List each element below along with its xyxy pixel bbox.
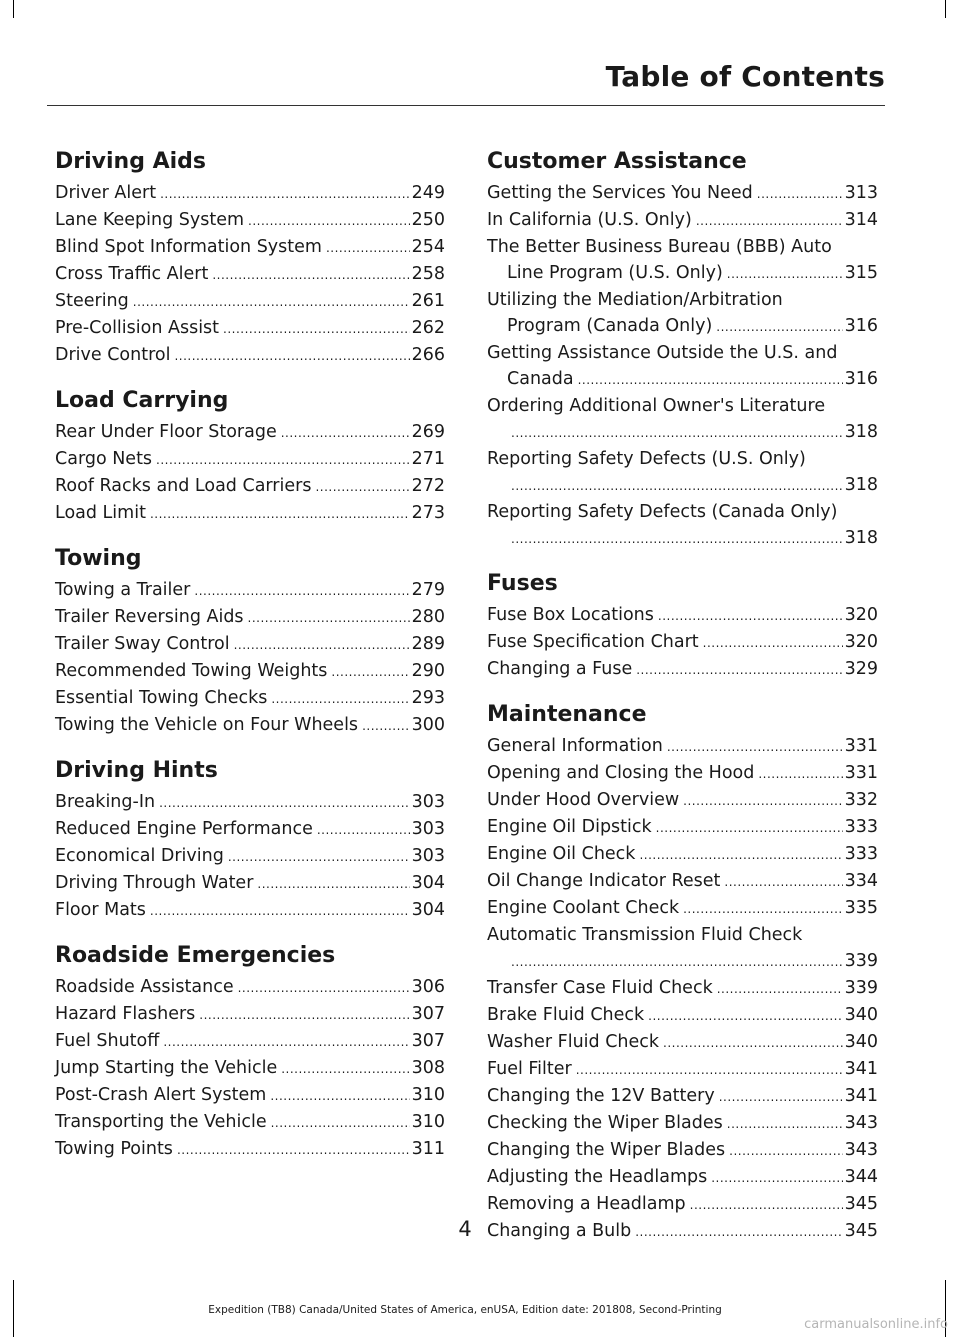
toc-entry[interactable]: [55, 897, 445, 924]
entry-title: Opening and Closing the Hood: [487, 763, 755, 783]
entry-title-line: Reporting Safety Defects (Canada Only): [487, 502, 838, 522]
entry-title: Cross Traffic Alert: [55, 264, 209, 284]
toc-entry[interactable]: [487, 814, 878, 841]
entry-page-number: 339: [844, 978, 878, 998]
entry-title: Adjusting the Headlamps: [487, 1167, 708, 1187]
dot-leader: [658, 603, 843, 629]
dot-leader: [257, 871, 409, 897]
dot-leader: [696, 208, 843, 234]
entry-page-number: 318: [844, 422, 878, 442]
entry-page-number: 333: [844, 817, 878, 837]
dot-leader: [729, 1138, 842, 1164]
entry-page-number: 341: [844, 1059, 878, 1079]
entry-page-number: 340: [844, 1032, 878, 1052]
entry-title: Changing a Bulb: [487, 1221, 632, 1241]
entry-page-number: 303: [411, 846, 445, 866]
toc-entry[interactable]: [487, 656, 878, 683]
entry-page-number: 339: [844, 951, 878, 971]
crop-mark-top-right: [945, 0, 946, 18]
entry-title: Under Hood Overview: [487, 790, 680, 810]
entry-title: Engine Oil Dipstick: [487, 817, 652, 837]
toc-entry[interactable]: [487, 787, 878, 814]
toc-entry[interactable]: [487, 207, 878, 234]
entry-page-number: 300: [411, 715, 445, 735]
dot-leader: [317, 817, 410, 843]
dot-leader: [271, 686, 409, 712]
entry-page-number: 271: [411, 449, 445, 469]
entry-title: Driver Alert: [55, 183, 157, 203]
entry-title: Transfer Case Fluid Check: [487, 978, 713, 998]
entry-title-line: Reporting Safety Defects (U.S. Only): [487, 449, 806, 469]
dot-leader: [326, 235, 410, 261]
entry-title: Trailer Reversing Aids: [55, 607, 244, 627]
dot-leader: [511, 420, 843, 446]
entry-title: Breaking-In: [55, 792, 156, 812]
entry-title: Roof Racks and Load Carriers: [55, 476, 312, 496]
dot-leader: [199, 1002, 409, 1028]
entry-title: Reduced Engine Performance: [55, 819, 313, 839]
entry-title-line: Ordering Additional Owner's Literature: [487, 396, 826, 416]
entry-page-number: 331: [844, 763, 878, 783]
dot-leader: [639, 842, 842, 868]
toc-entry[interactable]: [487, 1191, 878, 1218]
entry-title: Trailer Sway Control: [55, 634, 230, 654]
dot-leader: [758, 761, 842, 787]
entry-page-number: 307: [411, 1004, 445, 1024]
toc-entry[interactable]: [487, 760, 878, 787]
toc-section-roadside-emergencies: [55, 938, 445, 1163]
entry-page-number: 272: [411, 476, 445, 496]
entry-page-number: 344: [844, 1167, 878, 1187]
entry-page-number: 269: [411, 422, 445, 442]
dot-leader: [690, 1192, 843, 1218]
section-heading: Driving Hints: [55, 758, 218, 783]
section-heading: Fuses: [487, 571, 558, 596]
entry-title: In California (U.S. Only): [487, 210, 692, 230]
entry-page-number: 303: [411, 792, 445, 812]
toc-entry[interactable]: [487, 1137, 878, 1164]
crop-mark-top-left: [13, 0, 14, 18]
entry-title: Fuse Specification Chart: [487, 632, 699, 652]
toc-entry[interactable]: [487, 234, 878, 287]
toc-section-load-carrying: [55, 383, 445, 527]
dot-leader: [150, 898, 410, 924]
dot-leader: [248, 605, 410, 631]
toc-section-fuses: [487, 566, 878, 683]
entry-page-number: 333: [844, 844, 878, 864]
toc-entry[interactable]: [55, 1109, 445, 1136]
toc-entry[interactable]: [487, 1083, 878, 1110]
entry-page-number: 304: [411, 900, 445, 920]
dot-leader: [223, 316, 410, 342]
entry-title: Engine Coolant Check: [487, 898, 680, 918]
entry-title: Transporting the Vehicle: [55, 1112, 267, 1132]
toc-entry[interactable]: [487, 180, 878, 207]
toc-entry[interactable]: [487, 1110, 878, 1137]
dot-leader: [703, 630, 843, 656]
toc-section-towing: [55, 541, 445, 739]
entry-page-number: 273: [411, 503, 445, 523]
dot-leader: [160, 181, 410, 207]
entry-title: Changing the 12V Battery: [487, 1086, 715, 1106]
entry-page-number: 304: [411, 873, 445, 893]
header-divider: [47, 105, 885, 106]
entry-title: Fuel Filter: [487, 1059, 572, 1079]
dot-leader: [656, 815, 843, 841]
entry-title: Rear Under Floor Storage: [55, 422, 277, 442]
entry-title: Jump Starting the Vehicle: [55, 1058, 278, 1078]
toc-entry[interactable]: [487, 287, 878, 340]
entry-page-number: 266: [411, 345, 445, 365]
toc-section-maintenance: [487, 697, 878, 1245]
toc-entry[interactable]: [487, 868, 878, 895]
entry-title: Canada: [507, 369, 574, 389]
entry-title: General Information: [487, 736, 663, 756]
entry-page-number: 318: [844, 475, 878, 495]
dot-leader: [727, 1111, 843, 1137]
entry-title: Towing a Trailer: [55, 580, 191, 600]
toc-entry[interactable]: [55, 342, 445, 369]
entry-page-number: 316: [844, 316, 878, 336]
entry-title: Steering: [55, 291, 129, 311]
entry-page-number: 249: [411, 183, 445, 203]
toc-entry[interactable]: [55, 180, 445, 207]
toc-entry[interactable]: [487, 1002, 878, 1029]
entry-page-number: 279: [411, 580, 445, 600]
page-title: Table of Contents: [605, 60, 885, 93]
toc-entry[interactable]: [487, 895, 878, 922]
page-number: 4: [458, 1217, 472, 1241]
entry-title: Essential Towing Checks: [55, 688, 268, 708]
entry-title: Engine Oil Check: [487, 844, 636, 864]
toc-entry[interactable]: [55, 1055, 445, 1082]
toc-entry[interactable]: [487, 975, 878, 1002]
dot-leader: [234, 632, 410, 658]
dot-leader: [578, 367, 843, 393]
dot-leader: [177, 1137, 410, 1163]
entry-page-number: 307: [411, 1031, 445, 1051]
dot-leader: [150, 501, 410, 527]
toc-entry[interactable]: [55, 500, 445, 527]
toc-entry[interactable]: [55, 261, 445, 288]
dot-leader: [163, 1029, 409, 1055]
toc-entry[interactable]: [55, 446, 445, 473]
dot-leader: [576, 1057, 843, 1083]
entry-title: Fuel Shutoff: [55, 1031, 160, 1051]
dot-leader: [663, 1030, 843, 1056]
entry-page-number: 254: [411, 237, 445, 257]
toc-entry[interactable]: [487, 1029, 878, 1056]
entry-title: Removing a Headlamp: [487, 1194, 686, 1214]
toc-entry[interactable]: [55, 1082, 445, 1109]
dot-leader: [711, 1165, 842, 1191]
entry-page-number: 303: [411, 819, 445, 839]
entry-page-number: 335: [844, 898, 878, 918]
dot-leader: [281, 1056, 409, 1082]
dot-leader: [716, 314, 842, 340]
dot-leader: [174, 343, 409, 369]
entry-page-number: 262: [411, 318, 445, 338]
dot-leader: [271, 1110, 410, 1136]
toc-entry[interactable]: [55, 577, 445, 604]
entry-title: Oil Change Indicator Reset: [487, 871, 721, 891]
dot-leader: [248, 208, 410, 234]
toc-entry[interactable]: [487, 446, 878, 499]
toc-entry[interactable]: [487, 841, 878, 868]
entry-title: Line Program (U.S. Only): [507, 263, 723, 283]
entry-page-number: 340: [844, 1005, 878, 1025]
toc-entry[interactable]: [55, 1136, 445, 1163]
entry-page-number: 318: [844, 528, 878, 548]
dot-leader: [281, 420, 410, 446]
entry-title: Washer Fluid Check: [487, 1032, 660, 1052]
entry-page-number: 261: [411, 291, 445, 311]
toc-entry[interactable]: [55, 870, 445, 897]
entry-page-number: 345: [844, 1221, 878, 1241]
dot-leader: [724, 869, 842, 895]
entry-title: Changing the Wiper Blades: [487, 1140, 726, 1160]
dot-leader: [156, 447, 410, 473]
entry-title-line: Getting Assistance Outside the U.S. and: [487, 343, 838, 363]
dot-leader: [683, 788, 842, 814]
entry-title: Recommended Towing Weights: [55, 661, 328, 681]
entry-title: Post-Crash Alert System: [55, 1085, 267, 1105]
section-heading: Customer Assistance: [487, 149, 747, 174]
dot-leader: [636, 657, 842, 683]
section-heading: Driving Aids: [55, 149, 207, 174]
section-heading: Maintenance: [487, 702, 647, 727]
entry-title: Hazard Flashers: [55, 1004, 196, 1024]
entry-page-number: 341: [844, 1086, 878, 1106]
dot-leader: [511, 949, 843, 975]
toc-entry[interactable]: [55, 288, 445, 315]
dot-leader: [511, 526, 843, 552]
toc-entry[interactable]: [55, 658, 445, 685]
dot-leader: [667, 734, 843, 760]
dot-leader: [315, 474, 409, 500]
entry-title: Towing Points: [55, 1139, 173, 1159]
entry-page-number: 334: [844, 871, 878, 891]
entry-title: Economical Driving: [55, 846, 224, 866]
entry-title: Driving Through Water: [55, 873, 254, 893]
entry-page-number: 258: [411, 264, 445, 284]
dot-leader: [238, 975, 410, 1001]
entry-page-number: 315: [844, 263, 878, 283]
toc-entry[interactable]: [55, 685, 445, 712]
entry-title-line: Automatic Transmission Fluid Check: [487, 925, 803, 945]
toc-entry[interactable]: [55, 631, 445, 658]
toc-entry[interactable]: [55, 604, 445, 631]
entry-title: Pre-Collision Assist: [55, 318, 220, 338]
toc-entry[interactable]: [55, 1001, 445, 1028]
entry-title: Towing the Vehicle on Four Wheels: [55, 715, 359, 735]
entry-page-number: 306: [411, 977, 445, 997]
toc-entry[interactable]: [55, 1028, 445, 1055]
dot-leader: [727, 261, 843, 287]
entry-page-number: 329: [844, 659, 878, 679]
footer-edition-info: Expedition (TB8) Canada/United States of America, enUSA, Edition date: 201808, Second-Printing: [208, 1304, 722, 1316]
entry-page-number: 310: [411, 1085, 445, 1105]
toc-entry[interactable]: [55, 419, 445, 446]
toc-entry[interactable]: [55, 974, 445, 1001]
section-heading: Load Carrying: [55, 388, 229, 413]
entry-title: Roadside Assistance: [55, 977, 234, 997]
entry-title: Changing a Fuse: [487, 659, 633, 679]
entry-page-number: 313: [844, 183, 878, 203]
toc-section-customer-assistance: [487, 144, 878, 552]
toc-entry[interactable]: [55, 816, 445, 843]
section-heading: Roadside Emergencies: [55, 943, 336, 968]
entry-title: Checking the Wiper Blades: [487, 1113, 723, 1133]
entry-title: Drive Control: [55, 345, 171, 365]
dot-leader: [159, 790, 410, 816]
toc-entry[interactable]: [487, 1056, 878, 1083]
dot-leader: [511, 473, 843, 499]
entry-title: Load Limit: [55, 503, 146, 523]
entry-page-number: 250: [411, 210, 445, 230]
entry-title: Cargo Nets: [55, 449, 153, 469]
dot-leader: [331, 659, 409, 685]
entry-title-line: The Better Business Bureau (BBB) Auto: [487, 237, 832, 257]
entry-title: Fuse Box Locations: [487, 605, 654, 625]
entry-page-number: 345: [844, 1194, 878, 1214]
dot-leader: [133, 289, 410, 315]
toc-entry[interactable]: [55, 234, 445, 261]
entry-page-number: 343: [844, 1113, 878, 1133]
toc-entry[interactable]: [487, 629, 878, 656]
section-heading: Towing: [55, 546, 142, 571]
entry-page-number: 316: [844, 369, 878, 389]
entry-page-number: 332: [844, 790, 878, 810]
dot-leader: [683, 896, 842, 922]
entry-page-number: 290: [411, 661, 445, 681]
entry-title: Floor Mats: [55, 900, 146, 920]
entry-page-number: 289: [411, 634, 445, 654]
toc-entry[interactable]: [487, 393, 878, 446]
entry-page-number: 293: [411, 688, 445, 708]
toc-entry[interactable]: [487, 733, 878, 760]
toc-section-driving-aids: [55, 144, 445, 369]
dot-leader: [212, 262, 409, 288]
toc-entry[interactable]: [55, 207, 445, 234]
toc-entry[interactable]: [55, 789, 445, 816]
dot-leader: [228, 844, 410, 870]
toc-entry[interactable]: [487, 602, 878, 629]
toc-entry[interactable]: [55, 473, 445, 500]
entry-title: Lane Keeping System: [55, 210, 245, 230]
toc-entry[interactable]: [487, 1164, 878, 1191]
entry-page-number: 343: [844, 1140, 878, 1160]
dot-leader: [270, 1083, 409, 1109]
entry-page-number: 331: [844, 736, 878, 756]
entry-title-line: Utilizing the Mediation/Arbitration: [487, 290, 783, 310]
dot-leader: [362, 713, 410, 739]
entry-page-number: 314: [844, 210, 878, 230]
toc-left-column: [55, 144, 445, 1177]
toc-entry[interactable]: [487, 922, 878, 975]
entry-page-number: 308: [411, 1058, 445, 1078]
entry-page-number: 320: [844, 632, 878, 652]
toc-section-driving-hints: [55, 753, 445, 924]
entry-page-number: 280: [411, 607, 445, 627]
entry-title: Blind Spot Information System: [55, 237, 322, 257]
entry-page-number: 310: [411, 1112, 445, 1132]
watermark: carmanualsonline.info: [804, 1317, 948, 1332]
dot-leader: [648, 1003, 842, 1029]
toc-entry[interactable]: [55, 712, 445, 739]
entry-title: Program (Canada Only): [507, 316, 713, 336]
toc-entry[interactable]: [55, 315, 445, 342]
dot-leader: [757, 181, 843, 207]
dot-leader: [194, 578, 409, 604]
entry-page-number: 320: [844, 605, 878, 625]
dot-leader: [717, 976, 843, 1002]
toc-entry[interactable]: [487, 499, 878, 552]
entry-title: Getting the Services You Need: [487, 183, 753, 203]
entry-title: Brake Fluid Check: [487, 1005, 645, 1025]
toc-entry[interactable]: [487, 340, 878, 393]
toc-entry[interactable]: [55, 843, 445, 870]
toc-right-column: [487, 144, 878, 1259]
dot-leader: [719, 1084, 843, 1110]
entry-page-number: 311: [411, 1139, 445, 1159]
